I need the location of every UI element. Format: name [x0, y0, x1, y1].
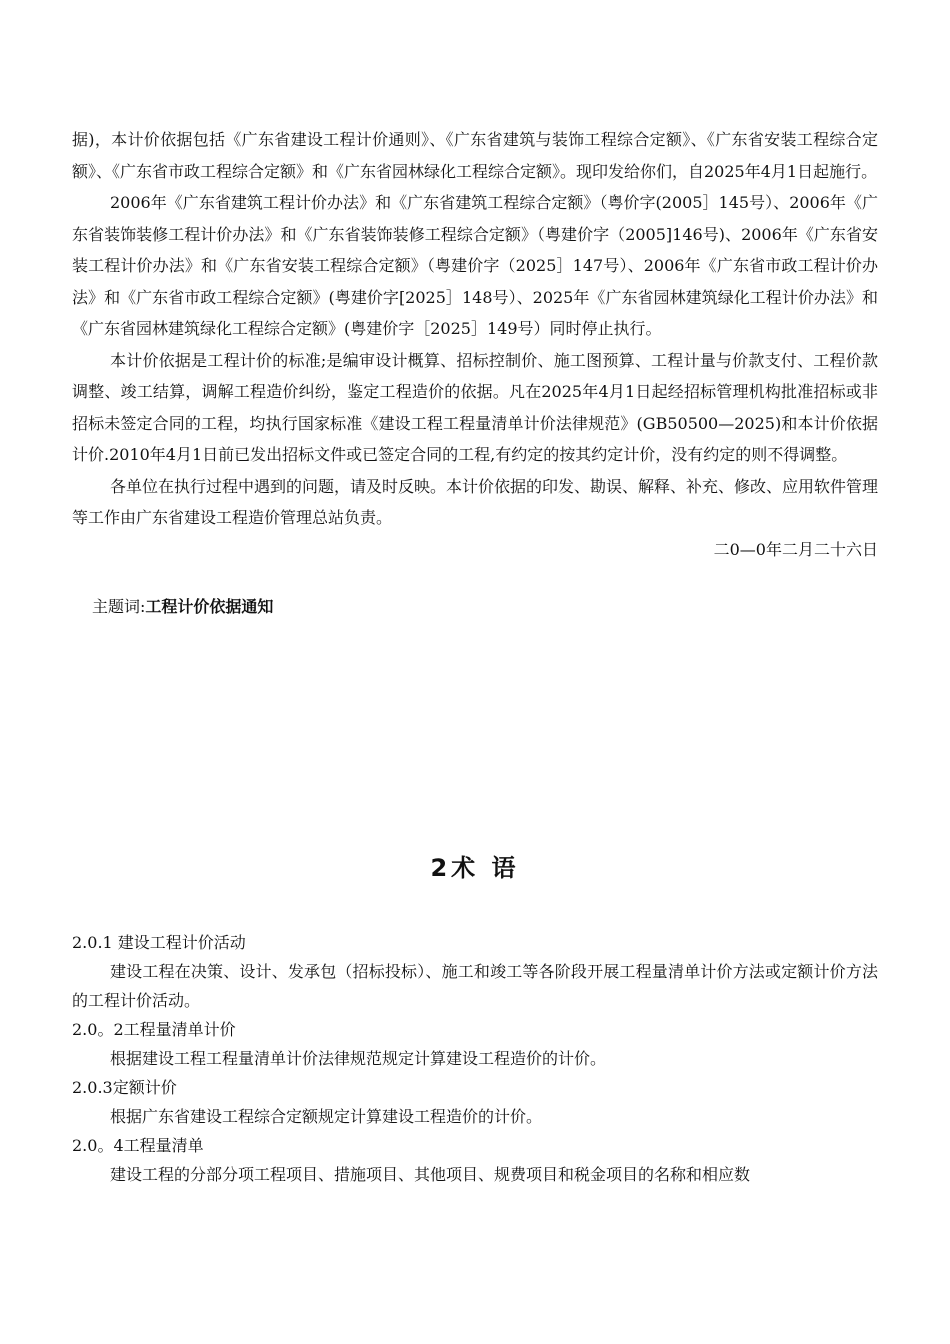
term-heading: 2.0.1 建设工程计价活动 [72, 933, 246, 952]
notice-paragraph-4: 各单位在执行过程中遇到的问题，请及时反映。本计价依据的印发、勘误、解释、补充、修改、应用软件管理等工作由广东省建设工程造价管理总站负责。 [72, 476, 879, 527]
term-heading: 2.0.3定额计价 [72, 1078, 177, 1097]
keywords-value: 工程计价依据通知 [145, 597, 274, 616]
term-body: 根据广东省建设工程综合定额规定计算建设工程造价的计价。 [110, 1107, 543, 1126]
term-heading: 2.0。4工程量清单 [72, 1136, 204, 1155]
notice-date: 二0—0年二月二十六日 [713, 539, 878, 559]
terms-section [72, 928, 878, 1189]
notice-paragraph-3: 本计价依据是工程计价的标准;是编审设计概算、招标控制价、施工图预算、工程计量与价款支付、工程价款调整、竣工结算，调解工程造价纠纷，鉴定工程造价的依据。凡在2025年4月1日起经招标管理机构批准招标或非招标未签定合同的工程，均执行国家标准《建设工程工程量清单计价法律规范》(GB50500—2025)和本计价依据计价.2010年4月1日前已发出招标文件或已签定合同的工程,有约定的按其约定计价，没有约定的则不得调整。 [72, 350, 878, 464]
term-heading: 2.0。2工程量清单计价 [72, 1020, 236, 1039]
term-body: 根据建设工程工程量清单计价法律规范规定计算建设工程造价的计价。 [110, 1049, 607, 1068]
term-body: 建设工程的分部分项工程项目、措施项目、其他项目、规费项目和税金项目的名称和相应数 [110, 1165, 751, 1184]
term-body: 建设工程在决策、设计、发承包（招标投标）、施工和竣工等各阶段开展工程量清单计价方法或定额计价方法的工程计价活动。 [72, 962, 878, 1010]
keywords-line [92, 591, 878, 623]
notice-section [72, 124, 878, 623]
keywords-label: 主题词: [92, 597, 146, 616]
chapter-title: 2术 语 [430, 854, 520, 882]
notice-paragraph-2: 2006年《广东省建筑工程计价办法》和《广东省建筑工程综合定额》（粤价字(2005］145号）、2006年《广东省装饰装修工程计价办法》和《广东省装饰装修工程综合定额》（粤建价字（2005]146号)、2006年《广东省安装工程计价办法》和《广东省安装工程综合定额》（粤建价字（2025］147号）、2006年《广东省市政工程计价办法》和《广东省市政工程综合定额》(粤建价字[2025］148号）、2025年《广东省园林建筑绿化工程计价办法》和《广东省园林建筑绿化工程综合定额》(粤建价字［2025］149号）同时停止执行。 [72, 193, 878, 338]
notice-paragraph-1: 据)，本计价依据包括《广东省建设工程计价通则》、《广东省建筑与装饰工程综合定额》、《广东省安装工程综合定额》、《广东省市政工程综合定额》和《广东省园林绿化工程综合定额》。现印发给你们，自2025年4月1日起施行。 [72, 130, 878, 181]
